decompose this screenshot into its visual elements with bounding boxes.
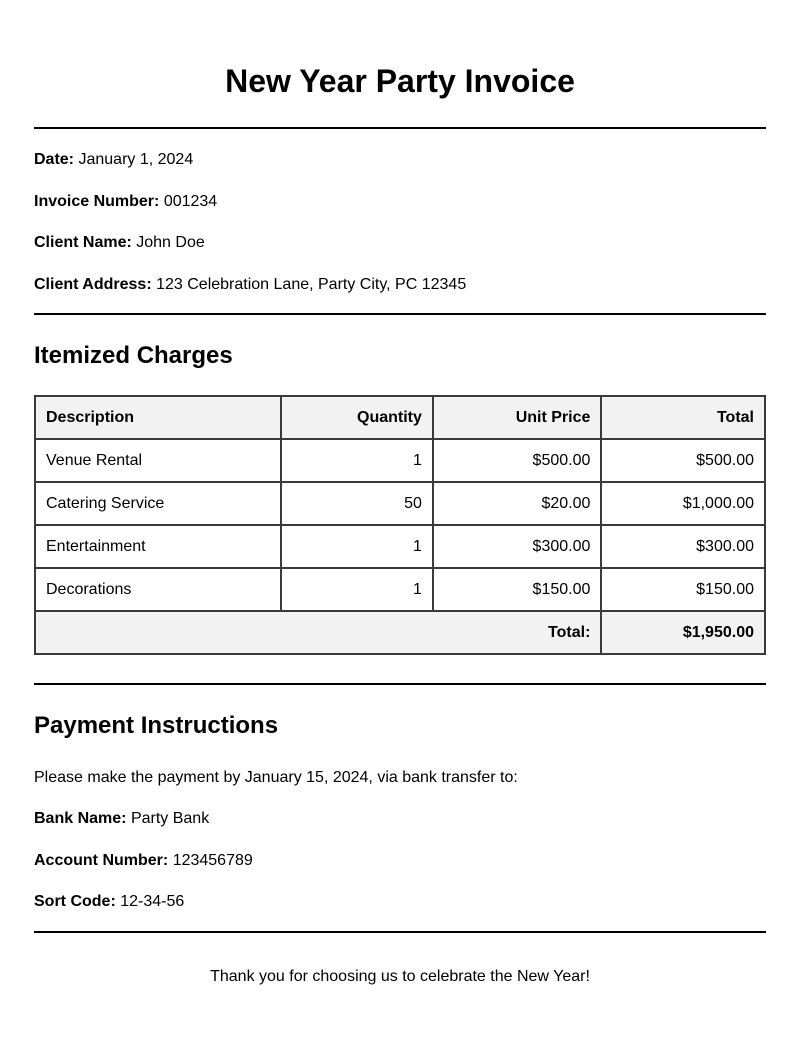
row-quantity: 1 <box>281 568 433 611</box>
table-row <box>35 568 765 611</box>
row-description: Catering Service <box>35 482 281 525</box>
column-header-unit-price: Unit Price <box>433 396 601 439</box>
total-label: Total: <box>35 611 601 654</box>
row-quantity: 1 <box>281 439 433 482</box>
client-name-field <box>34 233 205 253</box>
account-number-field <box>34 851 253 871</box>
account-number-label: Account Number: <box>34 852 169 869</box>
row-description: Entertainment <box>35 525 281 568</box>
client-address-field <box>34 275 466 295</box>
row-quantity: 1 <box>281 525 433 568</box>
row-unit-price: $20.00 <box>433 482 601 525</box>
row-unit-price: $300.00 <box>433 525 601 568</box>
column-header-total: Total <box>601 396 765 439</box>
divider <box>34 683 766 685</box>
row-total: $300.00 <box>601 525 765 568</box>
column-header-quantity: Quantity <box>281 396 433 439</box>
invoice-number-label: Invoice Number: <box>34 193 160 210</box>
table-header-row <box>35 396 765 439</box>
sort-code-field <box>34 892 184 912</box>
date-value: January 1, 2024 <box>78 151 194 168</box>
row-unit-price: $150.00 <box>433 568 601 611</box>
row-total: $500.00 <box>601 439 765 482</box>
table-row <box>35 482 765 525</box>
account-number-value: 123456789 <box>172 852 253 869</box>
bank-name-label: Bank Name: <box>34 810 127 827</box>
row-description: Venue Rental <box>35 439 281 482</box>
client-name-label: Client Name: <box>34 234 132 251</box>
bank-name-value: Party Bank <box>130 810 210 827</box>
date-field <box>34 150 193 170</box>
charges-table <box>34 395 766 655</box>
column-header-description: Description <box>35 396 281 439</box>
table-row <box>35 439 765 482</box>
invoice-number-field <box>34 192 217 212</box>
payment-instructions-heading: Payment Instructions <box>34 712 279 739</box>
invoice-number-value: 001234 <box>163 193 218 210</box>
client-name-value: John Doe <box>136 234 205 251</box>
row-unit-price: $500.00 <box>433 439 601 482</box>
client-address-label: Client Address: <box>34 276 152 293</box>
row-quantity: 50 <box>281 482 433 525</box>
bank-name-field <box>34 809 209 829</box>
sort-code-label: Sort Code: <box>34 893 116 910</box>
table-total-row <box>35 611 765 654</box>
invoice-title: New Year Party Invoice <box>225 63 575 99</box>
client-address-value: 123 Celebration Lane, Party City, PC 12345 <box>156 276 467 293</box>
row-total: $1,000.00 <box>601 482 765 525</box>
divider <box>34 313 766 315</box>
divider <box>34 127 766 129</box>
sort-code-value: 12-34-56 <box>120 893 185 910</box>
date-label: Date: <box>34 151 75 168</box>
total-value: $1,950.00 <box>601 611 765 654</box>
table-row <box>35 525 765 568</box>
divider <box>34 931 766 933</box>
row-total: $150.00 <box>601 568 765 611</box>
payment-intro-text: Please make the payment by January 15, 2024, via bank transfer to: <box>34 769 518 786</box>
itemized-charges-heading: Itemized Charges <box>34 342 233 369</box>
row-description: Decorations <box>35 568 281 611</box>
footer-thank-you: Thank you for choosing us to celebrate the New Year! <box>210 968 590 985</box>
